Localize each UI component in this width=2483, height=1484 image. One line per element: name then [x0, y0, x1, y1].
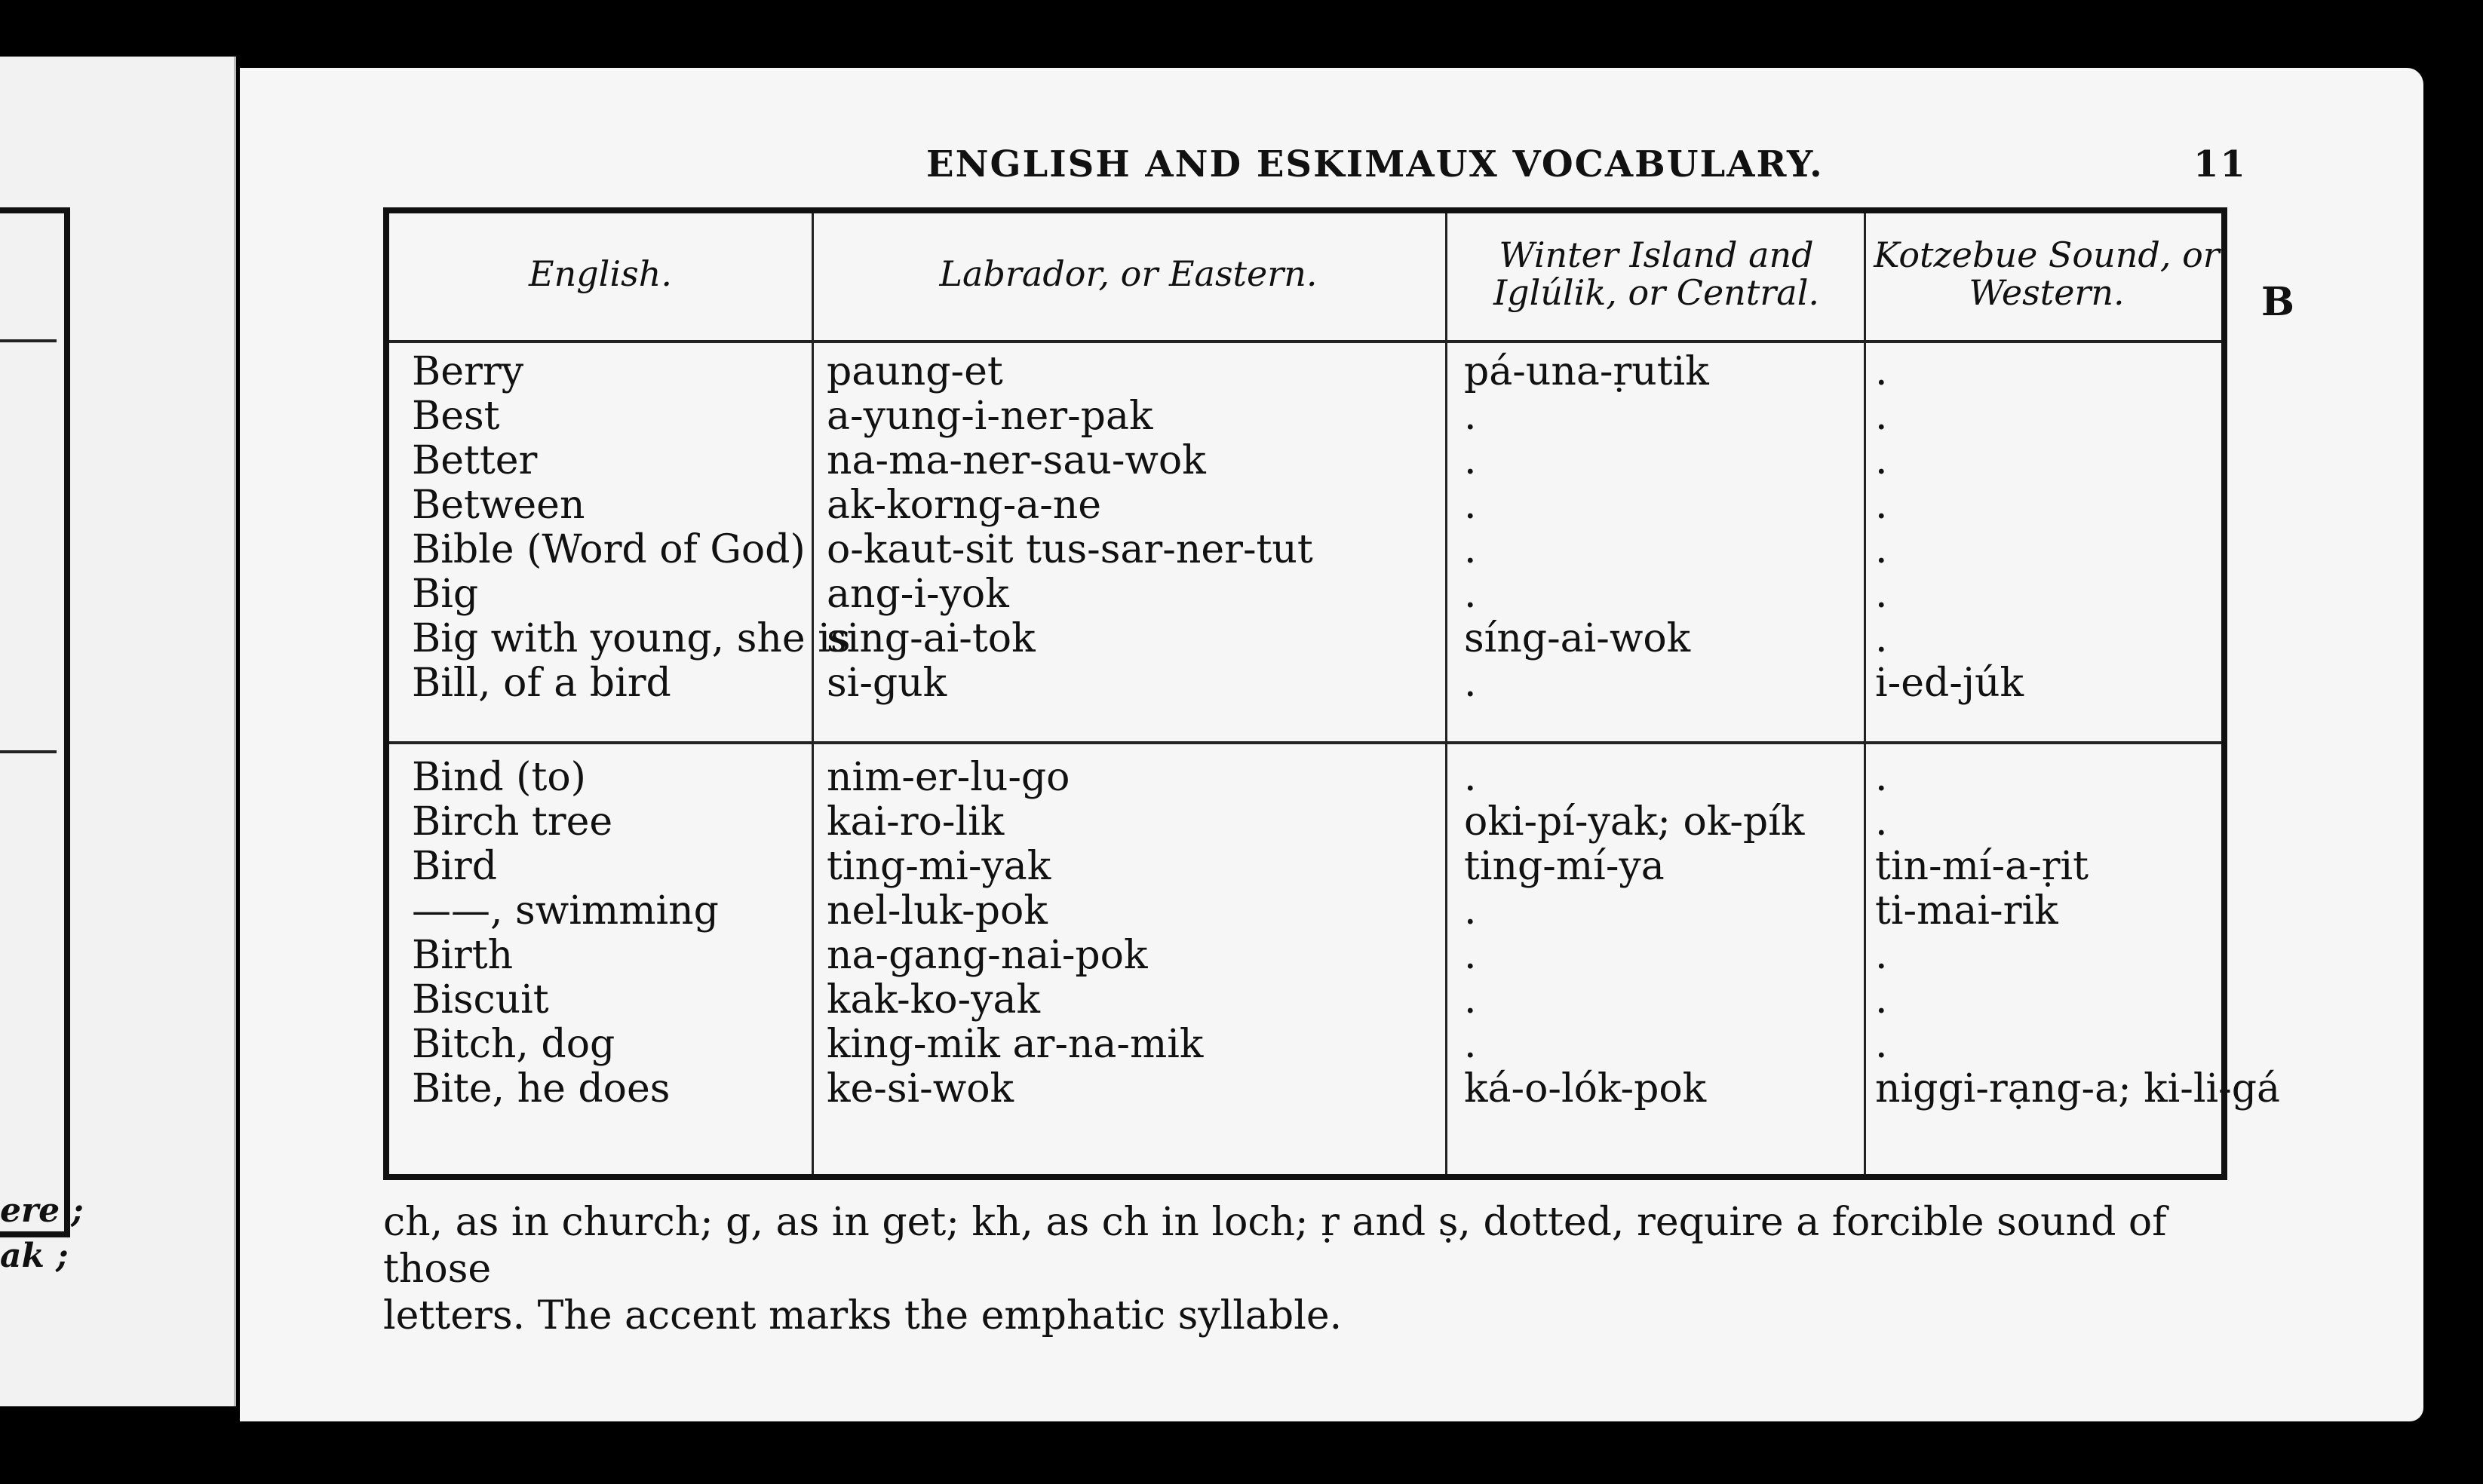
cell-eastern: ang-i-yok: [827, 572, 1009, 617]
cell-western: .: [1875, 572, 1888, 617]
column-header-western: Kotzebue Sound, or Western.: [1874, 235, 2220, 313]
cell-western: .: [1875, 527, 1888, 572]
cell-english: Bind (to): [412, 755, 586, 800]
cell-western: .: [1875, 483, 1888, 528]
cell-english: Biscuit: [412, 977, 549, 1023]
pronunciation-note: [383, 1199, 2239, 1339]
cell-eastern: kai-ro-lik: [827, 799, 1005, 845]
cell-english: Big: [412, 572, 479, 617]
cell-central: síng-ai-wok: [1464, 616, 1691, 661]
cell-english: Better: [412, 438, 538, 483]
column-divider: [1445, 213, 1447, 1174]
left-fragment-text: ak ;: [0, 1237, 69, 1275]
cell-central: .: [1464, 933, 1477, 978]
footer-line-1: ch, as in church; g, as in get; kh, as ch in loch; ṛ and ṣ, dotted, require a forcible sound of those: [383, 1200, 2167, 1292]
cell-central: .: [1464, 661, 1477, 706]
cell-eastern: ke-si-wok: [827, 1066, 1014, 1111]
cell-english: Bite, he does: [412, 1066, 671, 1111]
cell-eastern: na-ma-ner-sau-wok: [827, 438, 1206, 483]
cell-english: Bitch, dog: [412, 1022, 615, 1067]
cell-english: Bill, of a bird: [412, 661, 671, 706]
cell-central: .: [1464, 438, 1477, 483]
left-fragment-text: ere ;: [0, 1191, 84, 1230]
left-rule: [0, 339, 57, 342]
cell-eastern: paung-et: [827, 349, 1003, 394]
cell-western: .: [1875, 933, 1888, 978]
cell-english: ——, swimming: [412, 888, 719, 934]
book-page: [240, 68, 2423, 1421]
column-divider: [1864, 213, 1866, 1174]
cell-central: ting-mí-ya: [1464, 844, 1665, 889]
cell-eastern: ak-korng-a-ne: [827, 483, 1102, 528]
cell-eastern: na-gang-nai-pok: [827, 933, 1148, 978]
cell-central: .: [1464, 483, 1477, 528]
cell-central: .: [1464, 755, 1477, 800]
cell-eastern: sing-ai-tok: [827, 616, 1036, 661]
column-header-central: Winter Island and Iglúlik, or Central.: [1493, 235, 1820, 313]
cell-central: .: [1464, 572, 1477, 617]
cell-english: Big with young, she is: [412, 616, 851, 661]
left-page-fragment: [0, 57, 236, 1406]
page-title: ENGLISH AND ESKIMAUX VOCABULARY.: [926, 143, 1824, 186]
cell-english: Best: [412, 394, 500, 439]
cell-eastern: ting-mi-yak: [827, 844, 1051, 889]
cell-western: .: [1875, 438, 1888, 483]
cell-central: .: [1464, 394, 1477, 439]
cell-english: Berry: [412, 349, 524, 394]
cell-eastern: nel-luk-pok: [827, 888, 1048, 934]
left-table-frame: [0, 207, 70, 1237]
cell-central: .: [1464, 888, 1477, 934]
cell-western: .: [1875, 394, 1888, 439]
cell-western: ti-mai-rik: [1875, 888, 2058, 934]
cell-english: Birth: [412, 933, 514, 978]
cell-western: .: [1875, 349, 1888, 394]
cell-eastern: si-guk: [827, 661, 947, 706]
header-divider: [389, 340, 2221, 343]
footer-line-2: letters. The accent marks the emphatic syllable.: [383, 1293, 1343, 1338]
cell-eastern: o-kaut-sit tus-sar-ner-tut: [827, 527, 1313, 572]
cell-central: .: [1464, 527, 1477, 572]
cell-western: .: [1875, 977, 1888, 1023]
section-divider: [389, 741, 2221, 744]
cell-western: .: [1875, 799, 1888, 845]
cell-english: Between: [412, 483, 585, 528]
cell-english: Birch tree: [412, 799, 613, 845]
signature-mark: B: [2261, 279, 2294, 325]
column-divider: [812, 213, 814, 1174]
cell-western: i-ed-júk: [1875, 661, 2024, 706]
page-number: 11: [2193, 143, 2247, 186]
cell-western: niggi-rạng-a; ki-li-gá: [1875, 1066, 2280, 1111]
cell-western: .: [1875, 616, 1888, 661]
cell-english: Bird: [412, 844, 497, 889]
cell-eastern: nim-er-lu-go: [827, 755, 1070, 800]
left-rule: [0, 750, 57, 753]
cell-western: .: [1875, 1022, 1888, 1067]
cell-eastern: king-mik ar-na-mik: [827, 1022, 1204, 1067]
cell-central: oki-pí-yak; ok-pík: [1464, 799, 1805, 845]
cell-english: Bible (Word of God): [412, 527, 806, 572]
cell-central: .: [1464, 1022, 1477, 1067]
cell-western: .: [1875, 755, 1888, 800]
cell-eastern: kak-ko-yak: [827, 977, 1040, 1023]
cell-central: ká-o-lók-pok: [1464, 1066, 1707, 1111]
cell-western: tin-mí-a-ṛit: [1875, 844, 2089, 889]
column-header-eastern: Labrador, or Eastern.: [939, 253, 1318, 294]
cell-eastern: a-yung-i-ner-pak: [827, 394, 1153, 439]
cell-central: pá-una-ṛutik: [1464, 349, 1709, 394]
column-header-english: English.: [529, 253, 672, 294]
vocabulary-table: [383, 207, 2280, 1180]
cell-central: .: [1464, 977, 1477, 1023]
